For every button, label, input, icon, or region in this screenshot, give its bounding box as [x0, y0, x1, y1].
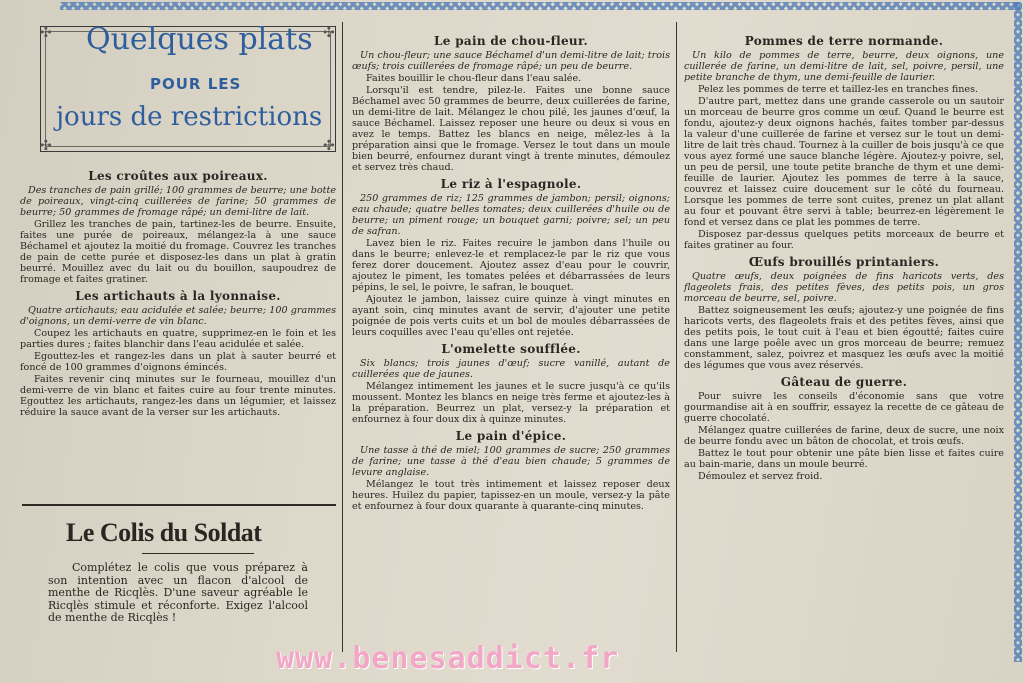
recipe-heading: Pommes de terre normande.: [744, 34, 944, 48]
recipe-ingredients: Un kilo de pommes de terre, beurre, deux oignons, une cuillerée de farine, un demi-litre de lait, sel, poivre, persil, une petite branche de thym, une demi-feuille de laurier.: [684, 50, 1004, 83]
recipe-paragraph: Battez le tout pour obtenir une pâte bien lisse et faites cuire au bain-marie, dans un moule beurré.: [684, 448, 1004, 470]
column-divider: [342, 22, 343, 652]
recipe-ingredients: Un chou-fleur; une sauce Béchamel d'un demi-litre de lait; trois œufs; trois cuillerées de fromage râpé; un peu de beurre.: [352, 50, 670, 72]
recipe-heading: Le pain de chou-fleur.: [434, 34, 588, 48]
recipe-heading: Œufs brouillés printaniers.: [748, 255, 940, 269]
recipe-paragraph: Battez soigneusement les œufs; ajoutez-y une poignée de fins haricots verts, des flageolets frais et des petites fèves, ainsi que des petits pois, le tout cuit à l'eau et bien égoutté; faites cuire dans une large poêle avec un gros morceau de beurre; remuez constamment, salez, poivrez et masquez les œufs avec la moitié des légumes que vous avez réservés.: [684, 305, 1004, 371]
recipe-heading: Gâteau de guerre.: [780, 375, 908, 389]
recipe-ingredients: Des tranches de pain grillé; 100 grammes de beurre; une botte de poireaux, vingt-cinq cuillerées de farine; 50 grammes de beurre; 50 grammes de fromage râpé; un demi-litre de lait.: [20, 185, 336, 218]
recipe-ingredients: Six blancs; trois jaunes d'œuf; sucre vanillé, autant de cuillerées que de jaunes.: [352, 358, 670, 380]
recipe-paragraph: Grillez les tranches de pain, tartinez-les de beurre. Ensuite, faites une purée de poireaux, mélangez-la à une sauce Béchamel et ajoutez la moitié du fromage. Couvrez les tranches de pain de cette purée et disposez-les dans un plat à gratin beurré. Mouillez avec du lait ou du bouillon, saupoudrez de fromage et faites gratiner.: [20, 219, 336, 285]
recipe-paragraph: Ajoutez le jambon, laissez cuire quinze à vingt minutes en ayant soin, cinq minutes avant de servir, d'ajouter une petite poignée de pois verts cuits et un bol de moules débarrassées de leurs coquilles avec l'eau qu'elles ont rejetée.: [352, 294, 670, 338]
title-line-2: POUR LES: [150, 75, 242, 93]
recipe-ingredients: Quatre œufs, deux poignées de fins haricots verts, des flageolets frais, des petites fèves, des petits pois, un gros morceau de beurre, sel, poivre.: [684, 271, 1004, 304]
recipe-paragraph: Coupez les artichauts en quatre, supprimez-en le foin et les parties dures ; faites blanchir dans l'eau acidulée et salée.: [20, 328, 336, 350]
title-line-3: jours de restrictions: [56, 102, 323, 132]
frame-corner-ornament: ✣: [323, 138, 335, 154]
colis-title: Le Colis du Soldat: [66, 518, 262, 547]
recipe-heading: Le riz à l'espagnole.: [440, 177, 582, 191]
column-3: [684, 30, 1004, 483]
recipe-paragraph: Disposez par-dessus quelques petits morceaux de beurre et faites gratiner au four.: [684, 229, 1004, 251]
recipe-heading: L'omelette soufflée.: [441, 342, 581, 356]
column-2: [352, 30, 670, 513]
recipe-paragraph: Mélangez quatre cuillerées de farine, deux de sucre, une noix de beurre fondu avec un bâton de chocolat, et trois œufs.: [684, 425, 1004, 447]
colis-advert: [48, 562, 308, 625]
section-rule: [22, 504, 336, 506]
recipe-paragraph: Mélangez le tout très intimement et laissez reposer deux heures. Huilez du papier, tapissez-en un moule, versez-y la pâte et enfournez à four doux quarante à quarante-cinq minutes.: [352, 479, 670, 512]
recipe-paragraph: Pour suivre les conseils d'économie sans que votre gourmandise ait à en souffrir, essayez la recette de ce gâteau de guerre chocolaté.: [684, 391, 1004, 424]
decorative-border-right: [1014, 2, 1022, 662]
recipe-ingredients: 250 grammes de riz; 125 grammes de jambon; persil; oignons; eau chaude; quatre belles tomates; deux cuillerées d'huile ou de beurre; un piment rouge; un bouquet garni; poivre; sel; un peu de safran.: [352, 193, 670, 237]
recipe-ingredients: Une tasse à thé de miel; 100 grammes de sucre; 250 grammes de farine; une tasse à thé d'eau bien chaude; 5 grammes de levure anglaise.: [352, 445, 670, 478]
recipe-paragraph: Pelez les pommes de terre et taillez-les en tranches fines.: [698, 84, 979, 95]
recipe-heading: Les croûtes aux poireaux.: [88, 169, 268, 183]
recipe-paragraph: Faites bouillir le chou-fleur dans l'eau salée.: [366, 73, 582, 84]
recipe-paragraph: Lavez bien le riz. Faites recuire le jambon dans l'huile ou dans le beurre; enlevez-le et remplacez-le par le riz que vous ferez dorer doucement. Ajoutez assez d'eau pour le couvrir, ajoutez le piment, les tomates pelées et débarrassées de leurs pépins, le sel, le poivre, le safran, le bouquet.: [352, 238, 670, 293]
title-line-1: Quelques plats: [86, 22, 313, 57]
recipe-paragraph: Démoulez et servez froid.: [698, 471, 823, 482]
frame-corner-ornament: ✣: [323, 25, 335, 41]
decorative-border-top: [60, 2, 1020, 10]
watermark: www.benesaddict.fr: [276, 641, 620, 676]
frame-corner-ornament: ✣: [40, 25, 52, 41]
recipe-heading: Les artichauts à la lyonnaise.: [75, 289, 281, 303]
recipe-ingredients: Quatre artichauts; eau acidulée et salée; beurre; 100 grammes d'oignons, un demi-verre de vin blanc.: [20, 305, 336, 327]
recipe-paragraph: Mélangez intimement les jaunes et le sucre jusqu'à ce qu'ils moussent. Montez les blancs en neige très ferme et ajoutez-les à la préparation. Beurrez un plat, versez-y la préparation et enfournez à four doux dix à quinze minutes.: [352, 381, 670, 425]
recipe-paragraph: Faites revenir cinq minutes sur le fourneau, mouillez d'un demi-verre de vin blanc et faites cuire au four trente minutes. Egouttez les artichauts, rangez-les dans un légumier, et laissez réduire la sauce avant de la verser sur les artichauts.: [20, 374, 336, 418]
column-divider: [676, 22, 677, 652]
column-1: [20, 165, 336, 419]
colis-text: Complétez le colis que vous préparez à son intention avec un flacon d'alcool de menthe de Ricqlès. D'une saveur agréable le Ricqlès stimule et réconforte. Exigez l'alcool de menthe de Ricqlès !: [48, 561, 308, 624]
recipe-paragraph: Egouttez-les et rangez-les dans un plat à sauter beurré et foncé de 100 grammes d'oignons émincés.: [20, 351, 336, 373]
frame-corner-ornament: ✣: [40, 138, 52, 154]
recipe-paragraph: D'autre part, mettez dans une grande casserole ou un sautoir un morceau de beurre gros comme un œuf. Quand le beurre est fondu, ajoutez-y deux oignons hachés, faites tomber par-dessus la valeur d'une cuillerée de farine et versez sur le tout un demi-litre de lait très chaud. Tournez à la cuiller de bois jusqu'à ce que vous ayez formé une sauce blanche légère. Ajoutez-y poivre, sel, un peu de persil, une toute petite branche de thym et une demi-feuille de laurier. Ajoutez les pommes de terre à la sauce, couvrez et laissez cuire doucement sur le côté du fourneau. Lorsque les pommes de terre sont cuites, prenez un plat allant au four et pouvant être servi à table; beurrez-en légèrement le fond et versez dans ce plat les pommes de terre.: [684, 96, 1004, 228]
recipe-paragraph: Lorsqu'il est tendre, pilez-le. Faites une bonne sauce Béchamel avec 50 grammes de beurre, deux cuillerées de farine, un demi-litre de lait. Mélangez le chou pilé, les jaunes d'œuf, la sauce Béchamel. Laissez reposer une heure ou deux si vous en avez le temps. Battez les blancs en neige, mêlez-les à la préparation ainsi que le fromage. Versez le tout dans un moule bien beurré, enfournez durant vingt à trente minutes, démoulez et servez très chaud.: [352, 85, 670, 173]
title-underline: [142, 553, 254, 554]
recipe-heading: Le pain d'épice.: [455, 429, 567, 443]
